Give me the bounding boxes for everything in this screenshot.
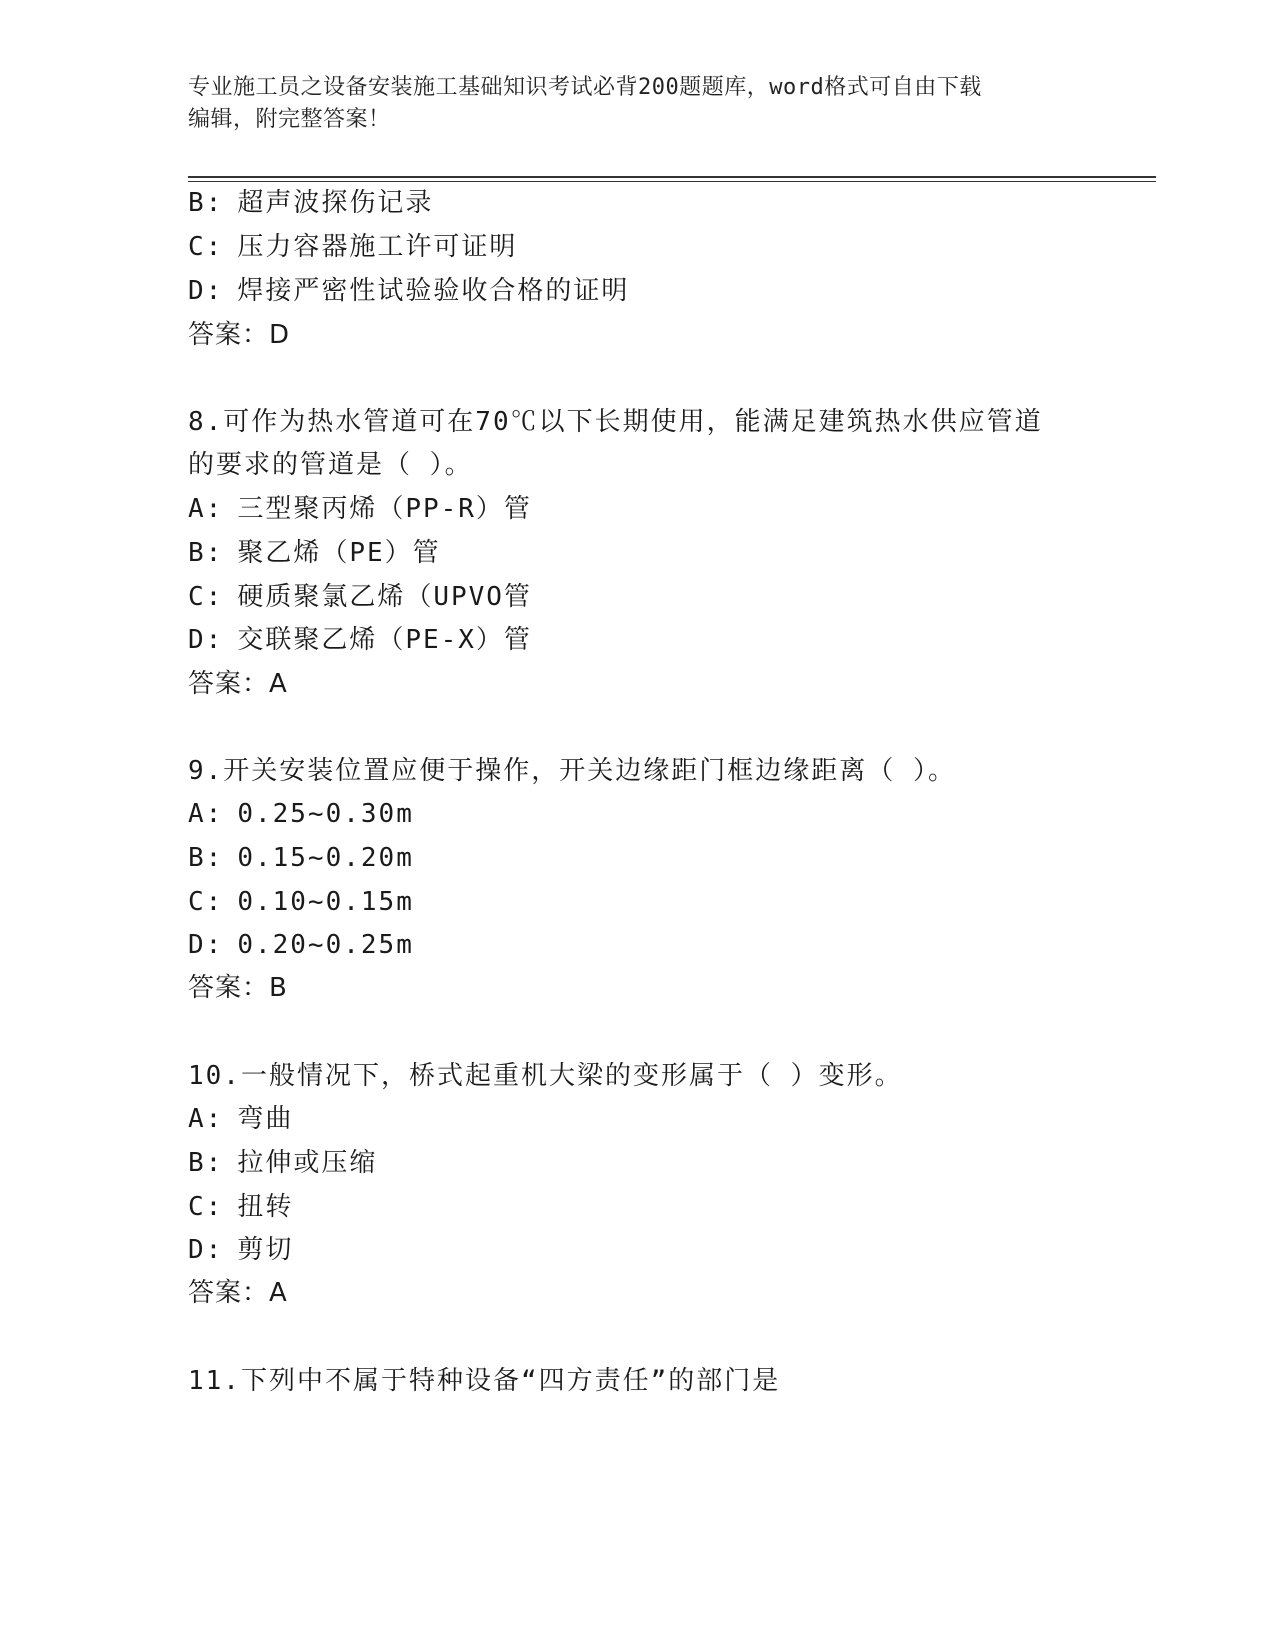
q7-option-d: D: 焊接严密性试验验收合格的证明 (188, 276, 630, 306)
q8-option-b: B: 聚乙烯（PE）管 (188, 538, 441, 568)
q8-option-a: A: 三型聚丙烯（PP-R）管 (188, 494, 532, 524)
q9-option-a: A: 0.25~0.30m (188, 799, 414, 829)
q9-option-c: C: 0.10~0.15m (188, 887, 414, 917)
q7-option-c: C: 压力容器施工许可证明 (188, 232, 518, 262)
q9-stem-line-1: 9.开关安装位置应便于操作，开关边缘距门框边缘距离（ ）。 (188, 756, 956, 786)
q10-option-b: B: 拉伸或压缩 (188, 1148, 378, 1178)
q9-option-b: B: 0.15~0.20m (188, 843, 414, 873)
header-divider-thin (188, 181, 1156, 182)
q8-answer: 答案：A (188, 669, 288, 699)
q10-option-c: C: 扭转 (188, 1192, 294, 1222)
q8-stem-line-2: 的要求的管道是（ ）。 (188, 450, 473, 480)
q10-stem-line-1: 10.一般情况下，桥式起重机大梁的变形属于（ ）变形。 (188, 1061, 903, 1091)
q11-stem-line-1: 11.下列中不属于特种设备“四方责任”的部门是 (188, 1366, 781, 1396)
document-header (188, 72, 1068, 136)
q9-option-d: D: 0.20~0.25m (188, 930, 414, 960)
q8-option-d: D: 交联聚乙烯（PE-X）管 (188, 625, 532, 655)
q7-option-b: B: 超声波探伤记录 (188, 188, 434, 218)
q10-option-a: A: 弯曲 (188, 1104, 294, 1134)
q9-answer: 答案：B (188, 973, 288, 1003)
header-line-1: 专业施工员之设备安装施工基础知识考试必背200题题库，word格式可自由下载 (188, 75, 982, 100)
q10-answer: 答案：A (188, 1278, 288, 1308)
header-line-2: 编辑，附完整答案！ (188, 107, 391, 132)
header-divider (188, 176, 1156, 178)
q10-option-d: D: 剪切 (188, 1235, 294, 1265)
q7-answer: 答案：D (188, 320, 291, 350)
q8-stem-line-1: 8.可作为热水管道可在70℃以下长期使用，能满足建筑热水供应管道 (188, 407, 1043, 437)
q8-option-c: C: 硬质聚氯乙烯（UPVO管 (188, 582, 532, 612)
